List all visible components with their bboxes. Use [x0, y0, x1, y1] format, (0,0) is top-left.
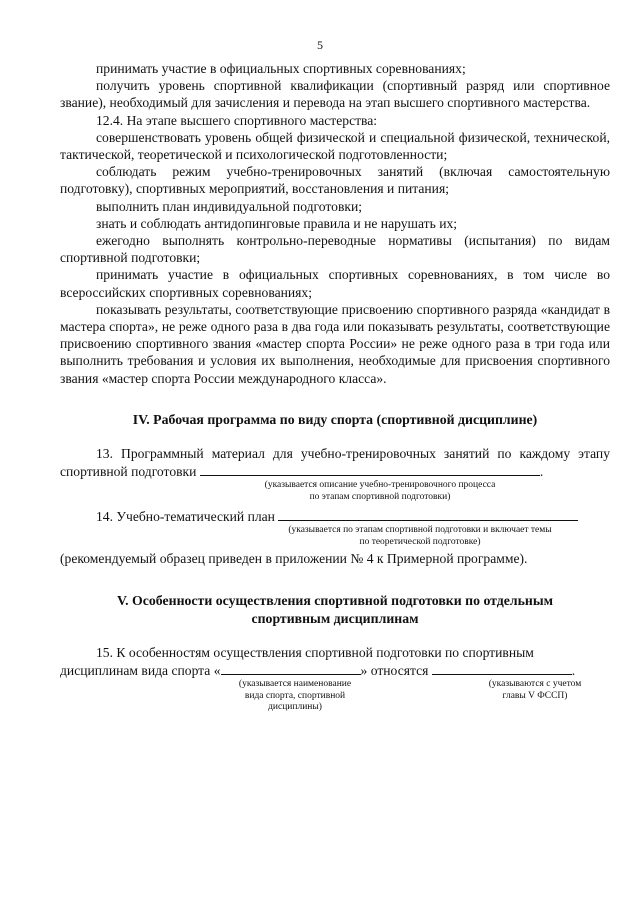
hint-text: (указываются с учетом — [488, 679, 582, 690]
paragraph: (рекомендуемый образец приведен в приложении № 4 к Примерной программе). — [60, 551, 528, 567]
fill-in-line — [278, 507, 578, 521]
hint-block — [460, 679, 610, 702]
fill-in-line — [200, 462, 540, 476]
hint-block — [60, 480, 540, 503]
hint-text: по этапам спортивной подготовки) — [309, 491, 451, 502]
section-v-heading-cont: спортивным дисциплинам — [251, 610, 419, 626]
section-iv-heading: IV. Рабочая программа по виду спорта (спортивной дисциплине) — [132, 411, 538, 427]
paragraph-13-end: . — [539, 464, 544, 480]
hint-block — [60, 525, 580, 548]
hint-text: (указывается наименование — [238, 679, 352, 690]
hint-text: дисциплины) — [268, 702, 322, 713]
list-item: выполнить план индивидуальной подготовки; — [96, 198, 363, 214]
paragraph: принимать участие в официальных спортивных соревнованиях; — [96, 61, 466, 76]
paragraph-14-text: 14. Учебно-тематический план — [96, 509, 275, 525]
list-item: соблюдать режим учебно-тренировочных занятий (включая самостоятельную подготовку), спортивных мероприятий, восстановления и питания; — [60, 164, 610, 197]
paragraph-13-text: 13. Программный материал для учебно-тренировочных занятий по каждому этапу спортивной подготовки — [60, 445, 610, 480]
fill-in-line — [221, 661, 361, 675]
section-12-4-title: 12.4. На этапе высшего спортивного мастерства: — [96, 112, 378, 128]
paragraph-15-end: . — [571, 662, 576, 678]
list-item: совершенствовать уровень общей физической и специальной физической, технической, тактической, теоретической и психологической подготовленности; — [60, 129, 610, 163]
paragraph-15-cont — [60, 661, 610, 679]
fill-in-line — [432, 661, 572, 675]
list-item: ежегодно выполнять контрольно-переводные нормативы (испытания) по видам спортивной подготовки; — [60, 233, 610, 266]
hint-text: (указывается по этапам спортивной подготовки и включает темы — [288, 525, 552, 536]
list-item: принимать участие в официальных спортивных соревнованиях, в том числе во всероссийских спортивных соревнованиях; — [60, 267, 610, 300]
paragraph-14 — [60, 507, 610, 525]
hint-text: по теоретической подготовке) — [359, 536, 481, 547]
document-body — [60, 60, 610, 719]
hint-row — [60, 679, 610, 719]
hint-text: вида спорта, спортивной — [244, 690, 346, 701]
paragraph-15-text: » относятся — [360, 662, 429, 678]
paragraph: получить уровень спортивной квалификации (спортивный разряд или спортивное звание), необходимый для зачисления и перевода на этап высшего спортивного мастерства. — [60, 78, 610, 111]
page-number: 5 — [317, 38, 323, 52]
hint-block — [220, 679, 370, 714]
paragraph-15-text: дисциплинам вида спорта « — [60, 662, 221, 678]
list-item: показывать результаты, соответствующие присвоению спортивного разряда «кандидат в мастера спорта», не реже одного раза в два года или показывать результаты, соответствующие присвоению спортивного звания «мастер спорта России» не реже одного раза в три года или выполнить требования и условия их выполнения, необходимые для присвоения спортивного звания «мастер спорта России международного класса». — [60, 301, 610, 386]
list-item: знать и соблюдать антидопинговые правила и не нарушать их; — [96, 215, 458, 231]
section-v-heading: V. Особенности осуществления спортивной подготовки по отдельным — [116, 592, 554, 608]
hint-text: (указывается описание учебно-тренировочного процесса — [264, 480, 496, 491]
paragraph-15: 15. К особенностям осуществления спортивной подготовки по спортивным — [96, 644, 534, 660]
hint-text: главы V ФССП) — [502, 690, 568, 701]
paragraph-13 — [60, 445, 610, 480]
